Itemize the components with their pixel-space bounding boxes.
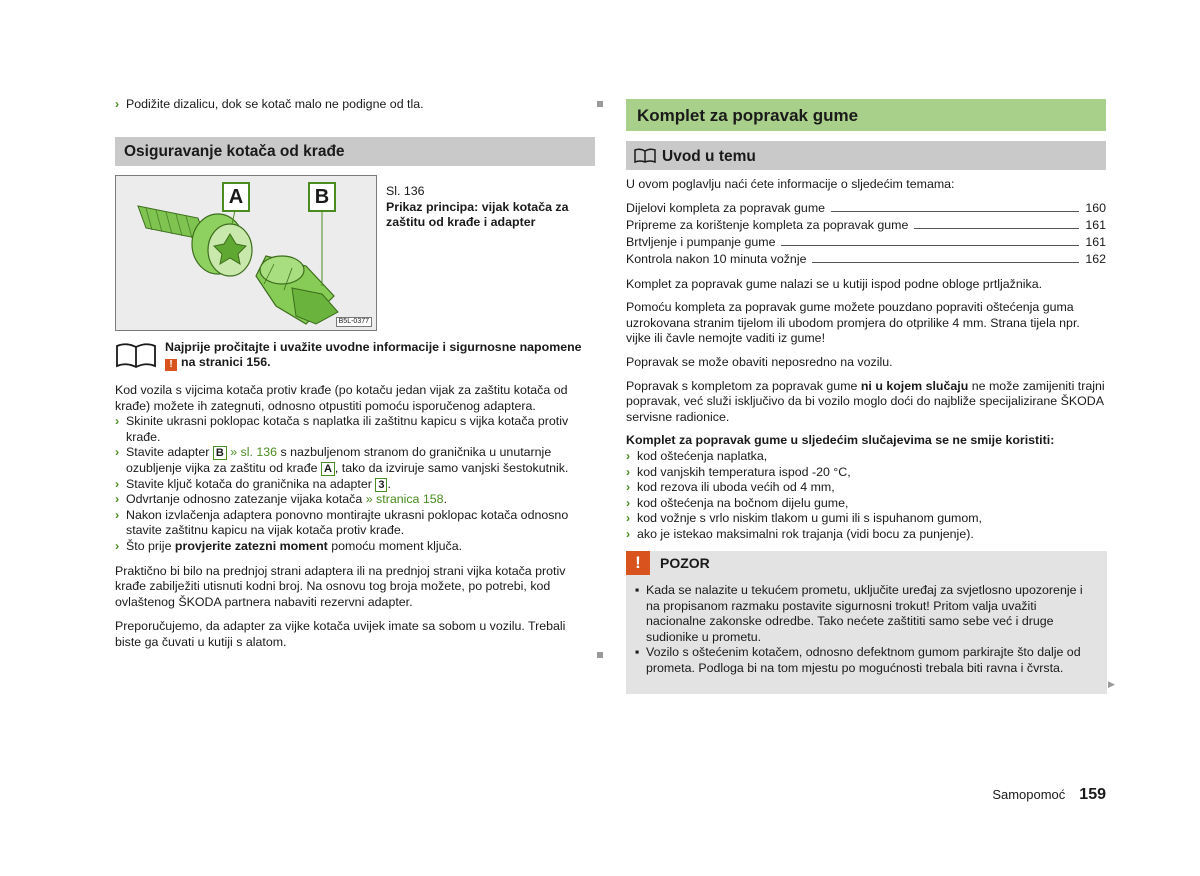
left-body	[115, 383, 595, 651]
section-title-bar	[115, 137, 595, 166]
figure-label-b: B	[308, 182, 336, 212]
paragraph: Komplet za popravak gume nalazi se u kutiji ispod podne obloge prtljažnika.	[626, 276, 1043, 291]
warning-item: ▪ Vozilo s oštećenim kotačem, odnosno defektnom gumom parkirajte što dalje od prometa. Podloga bi na tom mjestu po mogućnosti trebala biti ravna i čvrsta.	[635, 645, 1081, 675]
step-arrow-icon: ›	[626, 511, 631, 526]
list-item: › kod oštećenja na bočnom dijelu gume,	[626, 495, 849, 510]
list-item: › kod rezova ili uboda većih od 4 mm,	[626, 480, 835, 495]
step-arrow-icon: ›	[115, 414, 120, 429]
warning-body	[635, 583, 1095, 677]
section-title: Osiguravanje kotača od krađe	[124, 143, 345, 160]
figure-ref: Sl. 136	[386, 184, 425, 198]
step-3: › Stavite ključ kotača do graničnika na adapter 3 .	[115, 476, 391, 491]
intro-step-text: Podižite dizalicu, dok se kotač malo ne podigne od tla.	[126, 97, 424, 111]
adapter-b-drawing	[256, 256, 338, 324]
read-first-note	[115, 340, 595, 376]
page-link-158[interactable]: » stranica 158	[365, 492, 444, 507]
intro-step	[115, 97, 595, 113]
page-footer	[992, 787, 1106, 803]
exclamation-icon: !	[626, 551, 650, 575]
ref-box-3: 3	[375, 478, 387, 492]
toc-row[interactable]: Kontrola nakon 10 minuta vožnje 162	[626, 251, 1106, 266]
note-page-link[interactable]: na stranici 156.	[181, 355, 271, 370]
open-book-icon	[115, 342, 157, 368]
continue-arrow-icon: ▶	[1108, 679, 1115, 689]
step-6: › Što prije provjerite zatezni moment pomoću moment ključa.	[115, 538, 463, 553]
warning-icon: !	[165, 359, 177, 371]
chapter-title-bar	[626, 99, 1106, 131]
bolt-a-drawing	[138, 206, 252, 276]
restriction-list	[626, 449, 1106, 543]
square-bullet-icon: ▪	[635, 645, 640, 660]
footer-section: Samopomoć	[992, 787, 1066, 802]
open-book-icon	[634, 148, 656, 163]
step-4: › Odvrtanje odnosno zatezanje vijaka kotača » stranica 158.	[115, 492, 448, 507]
step-arrow-icon: ›	[115, 445, 120, 460]
list-item: › kod vožnje s vrlo niskim tlakom u gumi ili s ispuhanom gumom,	[626, 511, 983, 526]
paragraph: Pomoću kompleta za popravak gume možete pouzdano popraviti oštećenja guma uzrokovana stranim tijelom ili ubodom promjera do otprilike 4 mm. Strana tijela npr. vijke ili čavle nemojte vaditi iz gume!	[626, 300, 1080, 346]
intro-title: Uvod u temu	[662, 148, 756, 165]
paragraph-2: Praktično bi bilo na prednjoj strani adaptera ili na prednjoj strani vijka kotača protiv krađe zabilježiti utisnuti kodni broj. Na osnovu tog broja možete, po potrebi, kod ovlaštenog ŠKODA partnera nabaviti rezervni adapter.	[115, 563, 566, 609]
step-arrow-icon: ›	[626, 448, 631, 463]
section-end-marker	[597, 652, 603, 658]
step-arrow-icon: ›	[626, 526, 631, 541]
image-code: B5L-0377	[336, 317, 372, 327]
chapter-title: Komplet za popravak gume	[637, 106, 859, 125]
step-5: › Nakon izvlačenja adaptera ponovno montirajte ukrasni poklopac kotača odnosno stavite zaštitnu kapicu na vijak kotača protiv krađe.	[115, 507, 569, 538]
step-arrow-icon: ›	[626, 480, 631, 495]
intro-title-bar	[626, 141, 1106, 170]
warning-item: ▪ Kada se nalazite u tekućem prometu, uključite uređaj za svjetlosno upozorenje i na propisanom razmaku postavite sigurnosni trokut! Pritom valja uvažiti nacionalne zakonske odredbe. Tako nećete zaštititi samo sebe već i druge sudionike u prometu.	[635, 583, 1083, 644]
paragraph-3: Preporučujemo, da adapter za vijke kotača uvijek imate sa sobom u vozilu. Trebali biste ga čuvati u kutiji s alatom.	[115, 619, 566, 649]
right-body	[626, 177, 1106, 543]
page-number: 159	[1079, 786, 1106, 803]
section-end-marker	[597, 101, 603, 107]
intro-text: U ovom poglavlju naći ćete informacije o sljedećim temama:	[626, 177, 955, 191]
toc-row[interactable]: Pripreme za korištenje kompleta za popravak gume 161	[626, 217, 1106, 232]
note-text: Najprije pročitajte i uvažite uvodne informacije i sigurnosne napomene	[165, 340, 582, 354]
paragraph: Popravak se može obaviti neposredno na vozilu.	[626, 354, 893, 369]
figure-wheel-bolt	[115, 175, 377, 331]
figure-link[interactable]: » sl. 136	[230, 445, 278, 460]
toc-row[interactable]: Dijelovi kompleta za popravak gume 160	[626, 200, 1106, 215]
toc-row[interactable]: Brtvljenje i pumpanje gume 161	[626, 234, 1106, 249]
step-arrow-icon: ›	[115, 97, 120, 111]
warning-box	[626, 551, 1107, 694]
figure-caption	[386, 184, 586, 231]
step-arrow-icon: ›	[626, 464, 631, 479]
ref-box-a: A	[321, 462, 335, 476]
step-2: › Stavite adapter B » sl. 136 s nazbuljenom stranom do graničnika u unutarnje ozubljenje vijka za zaštitu od krađe A , tako da izviruje samo vanjski šestokutnik.	[115, 445, 569, 475]
square-bullet-icon: ▪	[635, 583, 640, 597]
list-item: › kod oštećenja naplatka,	[626, 448, 768, 463]
step-arrow-icon: ›	[115, 538, 120, 553]
list-item: › kod vanjskih temperatura ispod -20 °C,	[626, 464, 851, 479]
step-arrow-icon: ›	[115, 492, 120, 507]
step-arrow-icon: ›	[626, 495, 631, 510]
paragraph-1: Kod vozila s vijcima kotača protiv krađe (po kotaču jedan vijak za zaštitu kotača od krađe) možete ih zategnuti, odnosno otpustiti pomoću isporučenog adaptera.	[115, 383, 568, 413]
paragraph: Popravak s kompletom za popravak gume ni u kojem slučaju ne može zamijeniti trajni popravak, već služi isključivo da bi vozilo moglo doći do najbliže specijalizirane ŠKODA servisne radionice.	[626, 378, 1105, 424]
step-arrow-icon: ›	[115, 507, 120, 522]
figure-label-a: A	[222, 182, 250, 212]
list-item: › ako je istekao maksimalni rok trajanja (vidi bocu za punjenje).	[626, 526, 974, 541]
figure-title: Prikaz principa: vijak kotača za zaštitu od krađe i adapter	[386, 199, 569, 230]
list-title: Komplet za popravak gume u sljedećim slučajevima se ne smije koristiti:	[626, 433, 1055, 448]
step-1: › Skinite ukrasni poklopac kotača s naplatka ili zaštitnu kapicu s vijka kotača protiv krađe.	[115, 414, 569, 444]
step-arrow-icon: ›	[115, 476, 120, 491]
ref-box-b: B	[213, 446, 227, 460]
toc-list	[626, 201, 1106, 269]
warning-title: POZOR	[660, 555, 710, 571]
